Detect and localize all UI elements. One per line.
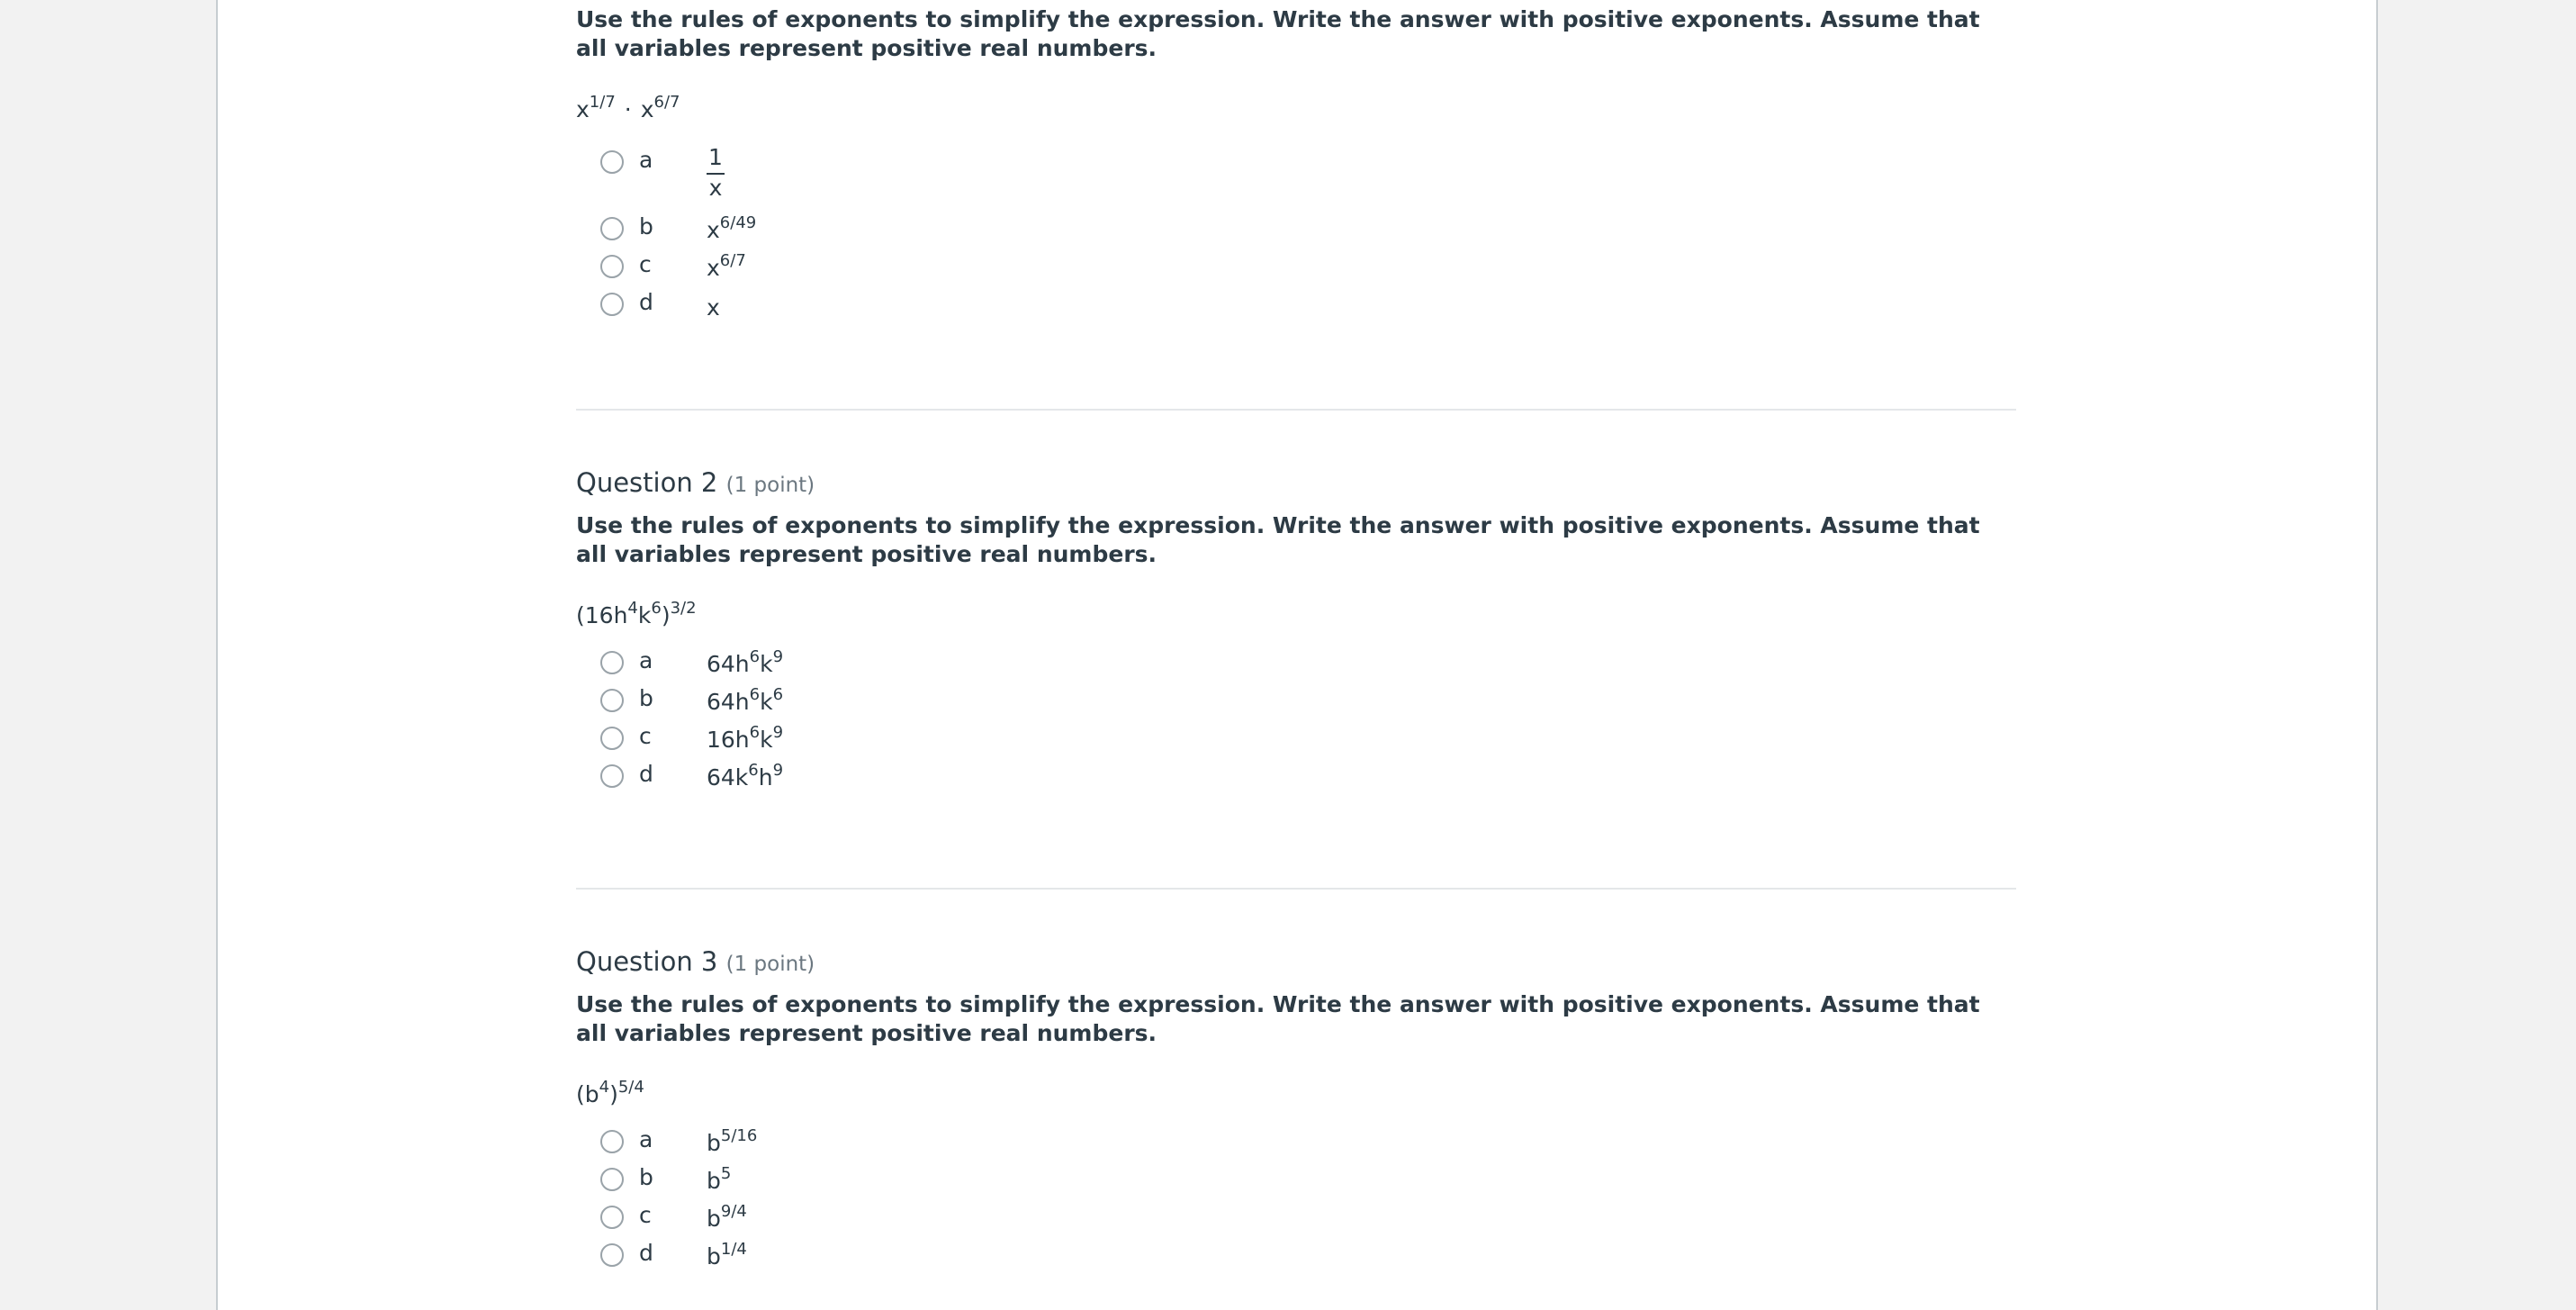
question-2-expression xyxy=(576,598,2016,634)
question-divider xyxy=(576,409,2016,411)
question-3 xyxy=(576,944,2016,1275)
radio-button[interactable] xyxy=(600,1168,624,1191)
answer-exponent: 5 xyxy=(720,1164,732,1183)
answer-exponent: 6 xyxy=(772,685,784,704)
question-3-text: Use the rules of exponents to simplify the expression. Write the answer with positive exponents. Assume that all variables represent positive real numbers. xyxy=(576,991,1980,1046)
option-letter: a xyxy=(639,647,653,673)
question-title: Question 3 xyxy=(576,946,718,977)
answer-exponent: 5/16 xyxy=(720,1126,758,1145)
answer-exponent: 6 xyxy=(749,723,761,742)
answer-exponent: 6 xyxy=(748,761,759,780)
option-letter: d xyxy=(639,761,653,787)
question-1 xyxy=(576,5,2016,324)
question-2-header xyxy=(576,465,2016,501)
answer-exponent: 6/7 xyxy=(719,251,746,270)
fraction-numerator: 1 xyxy=(707,144,725,175)
answer-part: h xyxy=(758,764,773,791)
answer-option-a[interactable] xyxy=(576,645,2016,682)
expr-part: k xyxy=(637,602,652,628)
fraction-denominator: x xyxy=(708,175,723,201)
answer-part: k xyxy=(760,689,773,715)
option-letter: b xyxy=(639,213,653,239)
answer-base: b xyxy=(707,1130,721,1156)
question-points: (1 point) xyxy=(725,474,815,497)
option-answer xyxy=(707,685,784,717)
radio-button[interactable] xyxy=(600,727,624,750)
question-1-expression xyxy=(576,92,2016,128)
question-2 xyxy=(576,465,2016,796)
answer-part: 16h xyxy=(707,727,750,753)
option-answer xyxy=(707,647,784,679)
question-3-expression xyxy=(576,1077,2016,1113)
option-answer xyxy=(707,213,757,245)
question-2-text: Use the rules of exponents to simplify the expression. Write the answer with positive exponents. Assume that all variables represent positive real numbers. xyxy=(576,512,1980,567)
expr-exponent: 6/7 xyxy=(653,93,680,112)
option-letter: c xyxy=(639,251,652,277)
answer-part: k xyxy=(760,727,773,753)
answer-base: b xyxy=(707,1168,721,1194)
answer-option-d[interactable] xyxy=(576,1237,2016,1275)
answer-option-d[interactable] xyxy=(576,286,2016,324)
answer-option-b[interactable] xyxy=(576,682,2016,720)
answer-option-c[interactable] xyxy=(576,248,2016,286)
expr-base: x xyxy=(640,96,654,122)
question-points: (1 point) xyxy=(725,953,815,976)
option-letter: c xyxy=(639,1202,652,1228)
expr-exponent: 4 xyxy=(599,1078,610,1097)
answer-option-a[interactable] xyxy=(576,144,2016,211)
answer-option-c[interactable] xyxy=(576,720,2016,758)
expr-exponent: 3/2 xyxy=(670,599,697,618)
answer-base: b xyxy=(707,1206,721,1232)
radio-button[interactable] xyxy=(600,689,624,712)
radio-button[interactable] xyxy=(600,1130,624,1153)
fraction xyxy=(707,144,725,202)
expr-part: (b xyxy=(576,1081,599,1107)
option-answer xyxy=(707,723,784,754)
answer-exponent: 6 xyxy=(749,647,761,666)
expr-exponent: 6 xyxy=(651,599,662,618)
option-answer xyxy=(707,251,746,283)
option-letter: b xyxy=(639,1164,653,1190)
answer-option-a[interactable] xyxy=(576,1124,2016,1161)
option-answer: x xyxy=(707,294,720,321)
answer-base: b xyxy=(707,1243,721,1269)
question-divider xyxy=(576,888,2016,890)
answer-option-b[interactable] xyxy=(576,1161,2016,1199)
option-letter: d xyxy=(639,289,653,315)
radio-button[interactable] xyxy=(600,1243,624,1267)
answer-part: k xyxy=(760,651,773,677)
expr-operator: · xyxy=(624,96,632,122)
option-letter: b xyxy=(639,685,653,711)
answer-part: 64h xyxy=(707,689,750,715)
answer-option-c[interactable] xyxy=(576,1199,2016,1237)
expr-exponent: 5/4 xyxy=(617,1078,644,1097)
expr-part: ) xyxy=(609,1081,618,1107)
option-letter: d xyxy=(639,1240,653,1266)
option-answer xyxy=(707,763,783,792)
answer-exponent: 9/4 xyxy=(720,1202,747,1221)
answer-exponent: 6/49 xyxy=(719,213,757,232)
answer-exponent: 1/4 xyxy=(720,1240,747,1259)
radio-button[interactable] xyxy=(600,255,624,278)
question-1-text: Use the rules of exponents to simplify the expression. Write the answer with positive exponents. Assume that all variables represent positive real numbers. xyxy=(576,6,1980,61)
answer-part: 64h xyxy=(707,651,750,677)
answer-exponent: 6 xyxy=(749,685,761,704)
answer-exponent: 9 xyxy=(772,723,784,742)
answer-exponent: 9 xyxy=(772,647,784,666)
option-answer xyxy=(707,1202,747,1233)
option-answer xyxy=(707,1126,758,1158)
option-answer xyxy=(707,1242,747,1271)
radio-button[interactable] xyxy=(600,764,624,788)
question-3-header xyxy=(576,944,2016,980)
answer-option-d[interactable] xyxy=(576,758,2016,796)
radio-button[interactable] xyxy=(600,150,624,174)
answer-exponent: 9 xyxy=(772,761,784,780)
expr-part: (16h xyxy=(576,602,628,628)
expr-exponent: 4 xyxy=(627,599,638,618)
option-letter: a xyxy=(639,1126,653,1152)
answer-option-b[interactable] xyxy=(576,211,2016,248)
answer-base: x xyxy=(707,255,720,281)
answer-part: 64k xyxy=(707,764,749,791)
option-letter: a xyxy=(639,147,653,173)
answer-base: x xyxy=(707,217,720,243)
radio-button[interactable] xyxy=(600,293,624,316)
radio-button[interactable] xyxy=(600,651,624,674)
expr-base: x xyxy=(576,96,590,122)
option-answer xyxy=(707,1164,732,1196)
expr-exponent: 1/7 xyxy=(589,93,616,112)
radio-button[interactable] xyxy=(600,217,624,240)
option-letter: c xyxy=(639,723,652,749)
radio-button[interactable] xyxy=(600,1206,624,1229)
expr-part: ) xyxy=(661,602,671,628)
question-title: Question 2 xyxy=(576,467,718,498)
